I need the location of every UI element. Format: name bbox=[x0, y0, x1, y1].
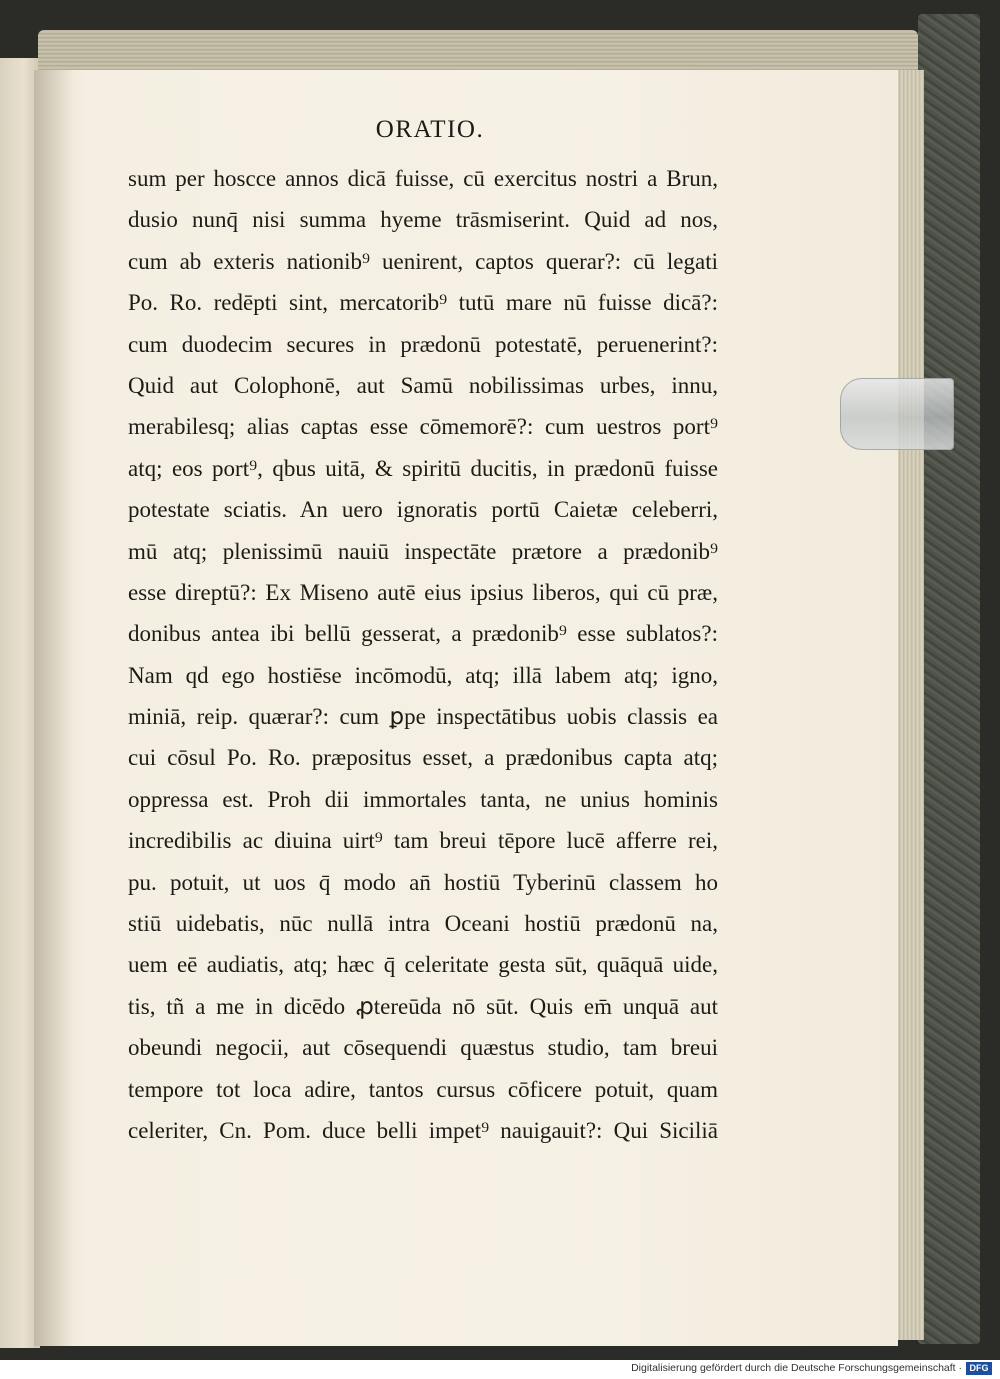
text-line: atq; eos port⁹, qbus uitā, & spiritū ducitis, in prædonū fuisse bbox=[128, 455, 718, 481]
book-binding bbox=[918, 14, 980, 1344]
text-line: potestate sciatis. An uero ignoratis portū Caietæ celeberri, bbox=[128, 497, 718, 523]
text-line: cui cōsul Po. Ro. præpositus esset, a prædonibus capta atq; bbox=[128, 745, 718, 771]
footer-credit: Digitalisierung gefördert durch die Deutsche Forschungsgemeinschaft · bbox=[631, 1362, 962, 1374]
text-line: cum ab exteris nationib⁹ uenirent, captos querar?: cū legati bbox=[128, 248, 718, 274]
text-line: obeundi negocii, aut cōsequendi quæstus studio, tam breui bbox=[128, 1035, 718, 1061]
text-line: donibus antea ibi bellū gesserat, a prædonib⁹ esse sublatos?: bbox=[128, 621, 718, 647]
text-line: cum duodecim secures in prædonū potestatē, peruenerint?: bbox=[128, 331, 718, 357]
text-line: tis, tñ a me in dicēdo ꝓtereūda nō sūt. Quis em̄ unquā aut bbox=[128, 993, 718, 1019]
text-line: incredibilis ac diuina uirt⁹ tam breui tēpore lucē afferre rei, bbox=[128, 828, 718, 854]
text-line: esse direptū?: Ex Miseno autē eius ipsius liberos, qui cū præ, bbox=[128, 579, 718, 605]
running-heading-text: ORATIO. bbox=[375, 116, 485, 143]
gutter-shadow bbox=[34, 70, 74, 1346]
text-line: sum per hoscce annos dicā fuisse, cū exercitus nostri a Brun, bbox=[128, 166, 718, 191]
text-line: Quid aut Colophonē, aut Samū nobilissimas urbes, innu, bbox=[128, 372, 718, 398]
text-line: merabilesq; alias captas esse cōmemorē?: cum uestros port⁹ bbox=[128, 414, 718, 440]
text-line: miniā, reip. quærar?: cum ꝑpe inspectātibus uobis classis ea bbox=[128, 704, 718, 730]
dfg-logo-icon: DFG bbox=[966, 1362, 992, 1375]
text-line: stiū uidebatis, nūc nullā intra Oceani hostiū prædonū na, bbox=[128, 911, 718, 937]
text-line: Nam qd ego hostiēse incōmodū, atq; illā labem atq; igno, bbox=[128, 662, 718, 688]
text-line: Po. Ro. redēpti sint, mercatorib⁹ tutū mare nū fuisse dicā?: bbox=[128, 290, 718, 316]
text-line: dusio nunq̄ nisi summa hyeme trāsmiserint. Quid ad nos, bbox=[128, 207, 718, 233]
text-line: tempore tot loca adire, tantos cursus cōficere potuit, quam bbox=[128, 1076, 718, 1102]
text-line: uem eē audiatis, atq; hæc q̄ celeritate gesta sūt, quāquā uide, bbox=[128, 952, 718, 978]
page-clip bbox=[840, 378, 954, 450]
text-block bbox=[128, 158, 718, 1151]
running-heading bbox=[0, 116, 860, 144]
text-line: pu. potuit, ut uos q̄ modo an̄ hostiū Tyberinū classem ho bbox=[128, 869, 718, 895]
text-line: mū atq; plenissimū nauiū inspectāte prætore a prædonib⁹ bbox=[128, 538, 718, 564]
text-line: celeriter, Cn. Pom. duce belli impet⁹ nauigauit?: Qui Siciliā bbox=[128, 1117, 718, 1143]
text-line: oppressa est. Proh dii immortales tanta, ne unius hominis bbox=[128, 786, 718, 812]
